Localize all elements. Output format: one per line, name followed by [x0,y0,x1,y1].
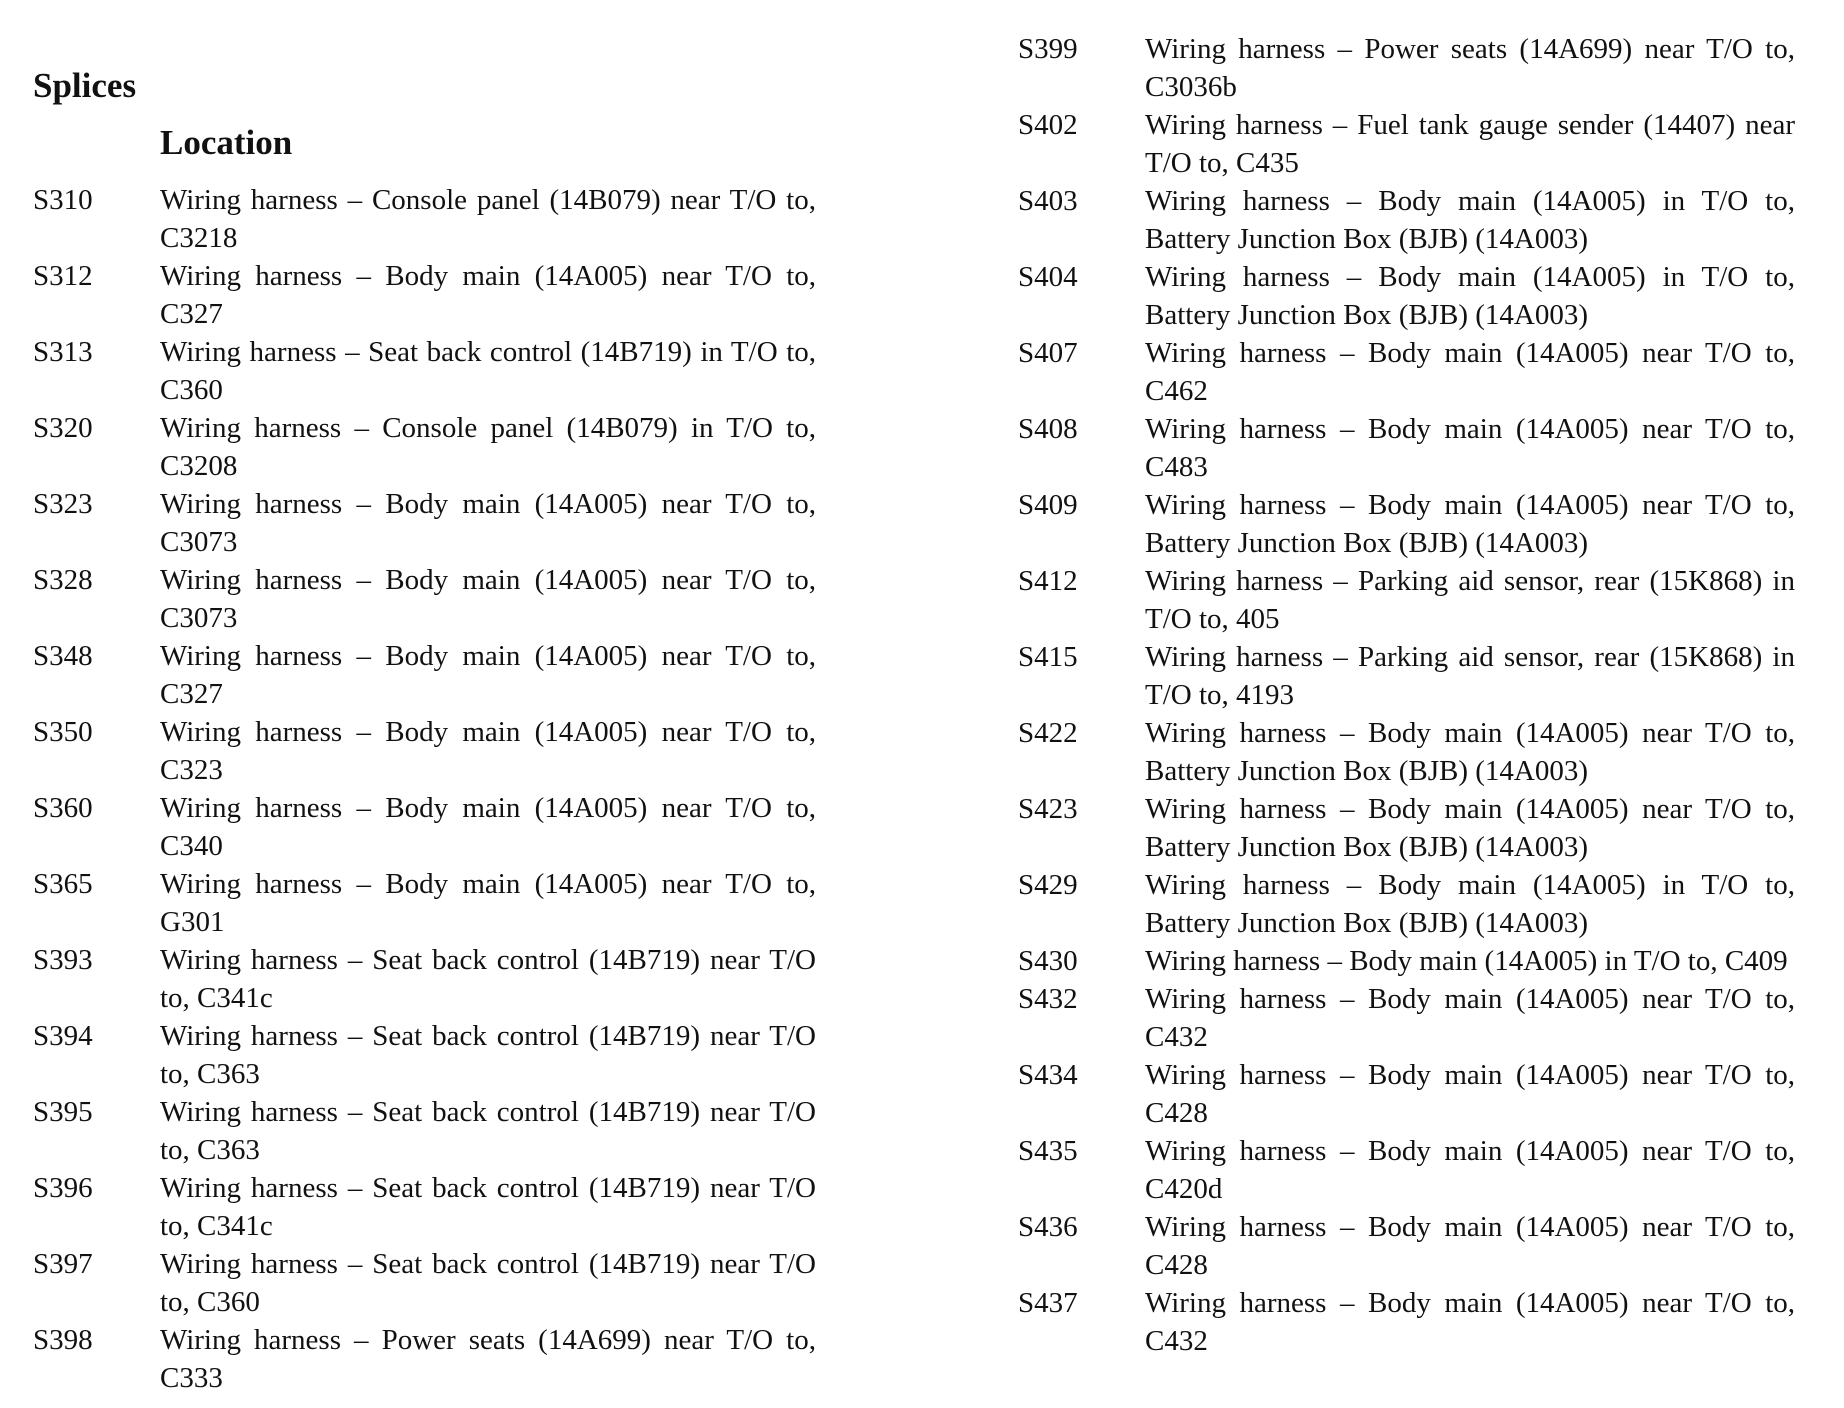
splice-code: S320 [33,412,93,444]
splice-row [33,865,816,941]
splice-location: Wiring harness – Console panel (14B079) in T/O to, C3208 [160,412,816,482]
splice-code: S415 [1018,641,1078,673]
splice-code: S408 [1018,413,1078,445]
splice-row [33,713,816,789]
splice-row [33,1169,816,1245]
splice-row [1018,334,1798,410]
splice-row [1018,714,1798,790]
splice-row [33,1093,816,1169]
splice-code: S328 [33,564,93,596]
splice-location: Wiring harness – Parking aid sensor, rear (15K868) in T/O to, 4193 [1145,641,1795,711]
splice-row [1018,1208,1798,1284]
splice-row [33,1245,816,1321]
splice-location: Wiring harness – Body main (14A005) near T/O to, C340 [160,792,816,862]
splice-code: S422 [1018,717,1078,749]
splice-location: Wiring harness – Body main (14A005) near T/O to, C323 [160,716,816,786]
splice-row [33,257,816,333]
splice-location: Wiring harness – Body main (14A005) near T/O to, C428 [1145,1059,1795,1129]
splice-code: S403 [1018,185,1078,217]
splice-row [33,333,816,409]
splice-code: S393 [33,944,93,976]
splice-location: Wiring harness – Seat back control (14B719) near T/O to, C341c [160,1172,816,1242]
splice-location: Wiring harness – Seat back control (14B719) in T/O to, C360 [160,336,816,406]
splice-code: S396 [33,1172,93,1204]
splice-row [33,637,816,713]
splice-location: Wiring harness – Body main (14A005) in T/O to, Battery Junction Box (BJB) (14A003) [1145,869,1795,939]
splice-location: Wiring harness – Body main (14A005) near T/O to, C483 [1145,413,1795,483]
splice-location: Wiring harness – Body main (14A005) near T/O to, G301 [160,868,816,938]
splice-row [33,941,816,1017]
splice-row [1018,30,1798,106]
splice-row [1018,410,1798,486]
splice-code: S436 [1018,1211,1078,1243]
section-title: Splices [33,66,137,105]
splice-list-right [1018,30,1798,1360]
splice-list-left [33,181,816,1397]
splice-code: S402 [1018,109,1078,141]
splice-location: Wiring harness – Body main (14A005) near T/O to, C432 [1145,983,1795,1053]
splice-location: Wiring harness – Body main (14A005) in T/O to, Battery Junction Box (BJB) (14A003) [1145,261,1795,331]
splice-row [1018,258,1798,334]
splice-location: Wiring harness – Body main (14A005) near T/O to, Battery Junction Box (BJB) (14A003) [1145,489,1795,559]
splice-code: S423 [1018,793,1078,825]
splice-location: Wiring harness – Seat back control (14B719) near T/O to, C341c [160,944,816,1014]
splice-code: S397 [33,1248,93,1280]
splice-location: Wiring harness – Seat back control (14B719) near T/O to, C363 [160,1096,816,1166]
splice-location: Wiring harness – Power seats (14A699) near T/O to, C3036b [1145,33,1795,103]
splice-row [1018,182,1798,258]
splice-location: Wiring harness – Body main (14A005) near T/O to, C3073 [160,564,816,634]
splice-location: Wiring harness – Body main (14A005) in T/O to, C409 [1145,945,1788,977]
splice-row [1018,790,1798,866]
splice-code: S398 [33,1324,93,1356]
splice-location: Wiring harness – Body main (14A005) near T/O to, C3073 [160,488,816,558]
splice-row [1018,106,1798,182]
splice-location: Wiring harness – Body main (14A005) near T/O to, Battery Junction Box (BJB) (14A003) [1145,717,1795,787]
splice-code: S348 [33,640,93,672]
splice-code: S323 [33,488,93,520]
splice-row [1018,1284,1798,1360]
splice-row [33,561,816,637]
splice-row [33,409,816,485]
splice-code: S313 [33,336,93,368]
splice-code: S365 [33,868,93,900]
splice-code: S407 [1018,337,1078,369]
splice-code: S432 [1018,983,1078,1015]
splice-location: Wiring harness – Body main (14A005) in T/O to, Battery Junction Box (BJB) (14A003) [1145,185,1795,255]
splice-row [1018,980,1798,1056]
splice-location: Wiring harness – Body main (14A005) near T/O to, Battery Junction Box (BJB) (14A003) [1145,793,1795,863]
splice-code: S434 [1018,1059,1078,1091]
splice-code: S310 [33,184,93,216]
splice-row [1018,1132,1798,1208]
splice-row [33,1017,816,1093]
splice-code: S430 [1018,945,1078,977]
splice-location: Wiring harness – Seat back control (14B719) near T/O to, C363 [160,1020,816,1090]
splice-row [1018,486,1798,562]
splice-row [1018,942,1798,980]
splice-row [33,789,816,865]
splice-row [33,1321,816,1397]
splice-row [33,181,816,257]
splice-location: Wiring harness – Power seats (14A699) near T/O to, C333 [160,1324,816,1394]
splice-row [1018,562,1798,638]
splice-row [1018,1056,1798,1132]
splice-row [1018,638,1798,714]
splice-code: S360 [33,792,93,824]
splice-code: S399 [1018,33,1078,65]
splice-code: S409 [1018,489,1078,521]
splice-location: Wiring harness – Body main (14A005) near T/O to, C420d [1145,1135,1795,1205]
splice-code: S404 [1018,261,1078,293]
splice-code: S437 [1018,1287,1078,1319]
splice-row [33,485,816,561]
splice-location: Wiring harness – Body main (14A005) near T/O to, C432 [1145,1287,1795,1357]
splice-code: S394 [33,1020,93,1052]
splice-location: Wiring harness – Body main (14A005) near T/O to, C462 [1145,337,1795,407]
splice-code: S350 [33,716,93,748]
splice-row [1018,866,1798,942]
splice-code: S312 [33,260,93,292]
splice-code: S395 [33,1096,93,1128]
splice-code: S429 [1018,869,1078,901]
splice-location: Wiring harness – Body main (14A005) near T/O to, C327 [160,640,816,710]
location-column-header: Location [160,123,293,162]
splice-location: Wiring harness – Parking aid sensor, rear (15K868) in T/O to, 405 [1145,565,1795,635]
splice-location: Wiring harness – Console panel (14B079) near T/O to, C3218 [160,184,816,254]
splice-location: Wiring harness – Body main (14A005) near T/O to, C327 [160,260,816,330]
splice-location: Wiring harness – Seat back control (14B719) near T/O to, C360 [160,1248,816,1318]
splice-location: Wiring harness – Body main (14A005) near T/O to, C428 [1145,1211,1795,1281]
splice-code: S435 [1018,1135,1078,1167]
splice-code: S412 [1018,565,1078,597]
splice-location: Wiring harness – Fuel tank gauge sender (14407) near T/O to, C435 [1145,109,1795,179]
